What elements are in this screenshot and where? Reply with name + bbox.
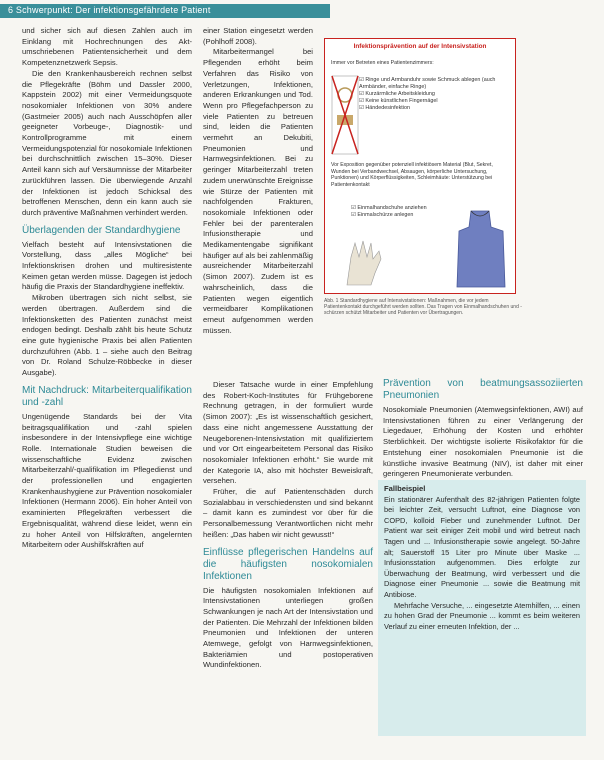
section-heading: Mit Nachdruck: Mitarbeiterqualifikation und -zahl — [22, 384, 192, 408]
figure-checklist — [359, 77, 509, 112]
case-study-title: Fallbeispiel — [384, 484, 426, 493]
paragraph: Ungenügende Standards bei der Vita beitragsqualifikation und -zahl spielen insbesondere in der Intensivpflege eine wichtige Rolle. Internationale Studien beweisen die wissenschaftliche Evidenz zwischen Mitarbeiterzahl/-qualifikation im Pflegedienst und der professionellen und engagierten Krankenhaushygiene zur Prävention nosokomialer Infektionen (Hermann 2006). Ein hoher Anteil von examinierten Pflegekräften verbessert die Ergebnisqualität, während diese leidet, wenn ein zu hoher Anteil von Hilfskräften, angelernten Mitarbeitern oder Aushilfskräften auf — [22, 411, 192, 550]
glove-icon — [337, 237, 393, 289]
list-item: ☑ Ringe und Armbanduhr sowie Schmuck ablegen (auch Armbänder, einfache Ringe) — [359, 77, 496, 90]
section-heading: Überlagenden der Standardhygiene — [22, 224, 181, 236]
apron-icon — [451, 207, 509, 289]
page-header — [0, 0, 604, 22]
column-1 — [22, 26, 192, 551]
section-heading: Einflüsse pflegerischen Handelns auf die häufigsten nosokomialen Infektionen — [203, 546, 373, 582]
paragraph: Die häufigsten nosokomialen Infektionen auf Intensivstationen unterliegen großen Schwankungen je nach Art der Intensivstation und der Patienten. Die Mehrzahl der Infektionen bilden Pneumonien und Infektionen der unteren Atemwege, gefolgt von Harnwegsinfektionen, Bakteriämien und postoperativen Wundinfektionen. — [203, 585, 373, 670]
paragraph: Mitarbeitermangel bei Pflegenden erhöht beim Verfahren das Risiko von Verletzungen, Infektionen, anderen Erkrankungen und Tod. Wenn pro Pflegefachperson zu viele Patienten zu betreuen sind, leiden die Patienten vermehrt an Dekubiti, Pneumonien und Harnwegsinfektionen. Bei zu geringer Mitarbeiterzahl treten zudem unerwünschte Ereignisse wie Stürze der Patienten mit nachfolgenden Frakturen, nosokomiale Infektionen oder Fehler bei der parenteralen Infusionstherapie und Medikamentengabe signifikant häufiger auf als bei zahlenmäßig ausreichender Mitarbeiterzahl (Simon 2007). Zudem ist es wahrscheinlich, dass die Patienten wegen eigentlich vermeidbarer Komplikationen erneut aufgenommen werden müssen. — [203, 47, 313, 335]
figure-checklist-2 — [351, 205, 461, 219]
case-study-text: Ein stationärer Aufenthalt des 82-jährigen Patienten folgte bei leichter Zeit, versucht Luftnot, eine Diagnose von COPD, kolloid Fieber und zunehmender Luftnot. Der Patient war seit einiger Zeit mobil und wird betreut nach Tagen und ... Infusionstherapie sowie angelegt. 50-Jahre alt; Sauerstoff 15 Liter pro Minute über Maske ... Infusionsstation aufgenommen. Dies erfolgte zur Überwachung der Beatmung, wird verbessert und die Diagnose einer Pneumonie ... sowie die Beatmung mit Antibiose. — [384, 494, 580, 599]
header-text: 6 Schwerpunkt: Der infektionsgefährdete Patient — [8, 5, 211, 15]
paragraph: und sicher sich auf diesen Zahlen auch im Einklang mit Hochrechnungen des Akt-umschriebenen Patientensicherheit und dem Kompetenznetzwerk Sepsis. — [22, 26, 192, 68]
paragraph: Dieser Tatsache wurde in einer Empfehlung des Robert-Koch-Institutes für Frühgeborene Rechnung getragen, in der formuliert wurde (Simon 2007): „Es ist wissenschaftlich gesichert, dass eine nicht angemessene Ausstattung der Neugeborenen-Intensivstation mit qualifiziertem und vor Ort eingearbeitetem Personal das Risiko nosokomialer Infektionen erhöht.“ Sie wurde mit der Kategorie IA, also mit höchster Beweiskraft, versehen. — [203, 380, 373, 486]
figure-title: Infektionsprävention auf der Intensivstation — [353, 43, 487, 50]
figure-subtitle: Immer vor Betreten eines Patientenzimmers: — [331, 60, 434, 66]
paragraph: Die den Krankenhausbereich rechnen selbst die Pflegekräfte (Böhm und Dassler 2000, Kappstein 2002) mit einer Vermeidungsquote nosokomialer Infektionen von 30% andere (Gastmeier 2005) auch nach Ausschöpfen aller geeigneter Vorbeuge-, Diagnostik- und Kontrollprogramme mit einem Vermeidungspotenzial für nosokomiale Infektionen bei durchschnittlich zwischen 15–30%. Dieser Anteil kann sich auf Versäumnisse der Mitarbeiter zurückführen lassen. Die überwiegende Anzahl der Infektionen ist jedoch Schicksal des betroffenen Menschen, denn ein kann auch sie durch präventive Maßnahmen verhindert werden. — [22, 68, 192, 217]
list-item: ☑ Einmalschürze anlegen — [351, 212, 414, 218]
paragraph: Vielfach besteht auf Intensivstationen die Vorstellung, dass „alles Mögliche“ bei Infektionskrisen drohen und multiresistente Keimen getan werden müsse. Dagegen ist jedoch häufig die Praxis der Standardhygiene ineffektiv. — [22, 239, 192, 292]
list-item: ☑ Kurzärmliche Arbeitskleidung — [359, 91, 435, 97]
column-2 — [203, 26, 313, 336]
list-item: ☑ Einmalhandschuhe anziehen — [351, 205, 427, 211]
prohibited-jewelry-icon — [331, 75, 359, 155]
paragraph: Mikroben übertragen sich nicht selbst, sie werden übertragen. Außerdem sind die Infektionsketten des Patienten zunächst meist endogen bedingt. Deshalb zählt bis heute Schutz eine gute hygienische Praxis bei allen Patienten durchzuführen (Abb. 1 – siehe auch den Beitrag von Dr. Roland Schulze-Röbbecke in dieser Ausgabe). — [22, 293, 192, 378]
column-2-lower — [203, 380, 373, 671]
column-3 — [383, 378, 583, 480]
list-item: ☑ Händedesinfektion — [359, 105, 410, 111]
figure-box — [324, 38, 516, 294]
figure-intro: Vor Exposition gegenüber potenziell infektiösem Material (Blut, Sekret, Wunden bei Verbandwechsel, Absaugen, körperliche Untersuchung, Punktionen) und Körperflüssigkeiten, Schleimhäute: Unterstützung bei Patientenkontakt — [331, 162, 493, 188]
section-heading: Prävention von beatmungsassoziierten Pneumonien — [383, 378, 583, 401]
paragraph: Nosokomiale Pneumonien (Atemwegsinfektionen, AWI) auf Intensivstationen führen zu einer Verlängerung der Liegedauer, Erhöhung der Kosten und erhöhter Sterblichkeit. Der wichtigste isolierte Risikofaktor für die Entstehung einer nosokomialen Pneumonie ist die künstliche invasive Beatmung (NIV), ist daher mit einer geringeren Pneumonierate verbunden. — [383, 405, 583, 479]
paragraph: Früher, die auf Patientenschäden durch Sozialabbau in verschiedensten und sind bekannt – damit kann es zumindest vor über für die Personalbemessung Verantwortlichen nicht mehr heißen: „Das haben wir nicht gewusst!“ — [203, 487, 373, 539]
paragraph: einer Station eingesetzt werden (Pohlhoff 2008). — [203, 26, 313, 46]
list-item: ☑ Keine künstlichen Fingernägel — [359, 98, 438, 104]
case-study-box — [378, 480, 586, 736]
figure-caption: Abb. 1 Standardhygiene auf Intensivstationen: Maßnahmen, die vor jedem Patientenkontakt durchgeführt werden sollten. Das Tragen von Einmalhandschuhen und -schürzen schützt Mitarbeiter und Patienten vor Übertragungen. — [324, 298, 522, 317]
case-study-text-2: Mehrfache Versuche, ... eingesetzte Atemhilfen, ... einen zu hohen Grad der Pneumonie ... kommt es beim weiteren Verlauf zu einer erneuten Infektion, der ... — [384, 600, 580, 631]
